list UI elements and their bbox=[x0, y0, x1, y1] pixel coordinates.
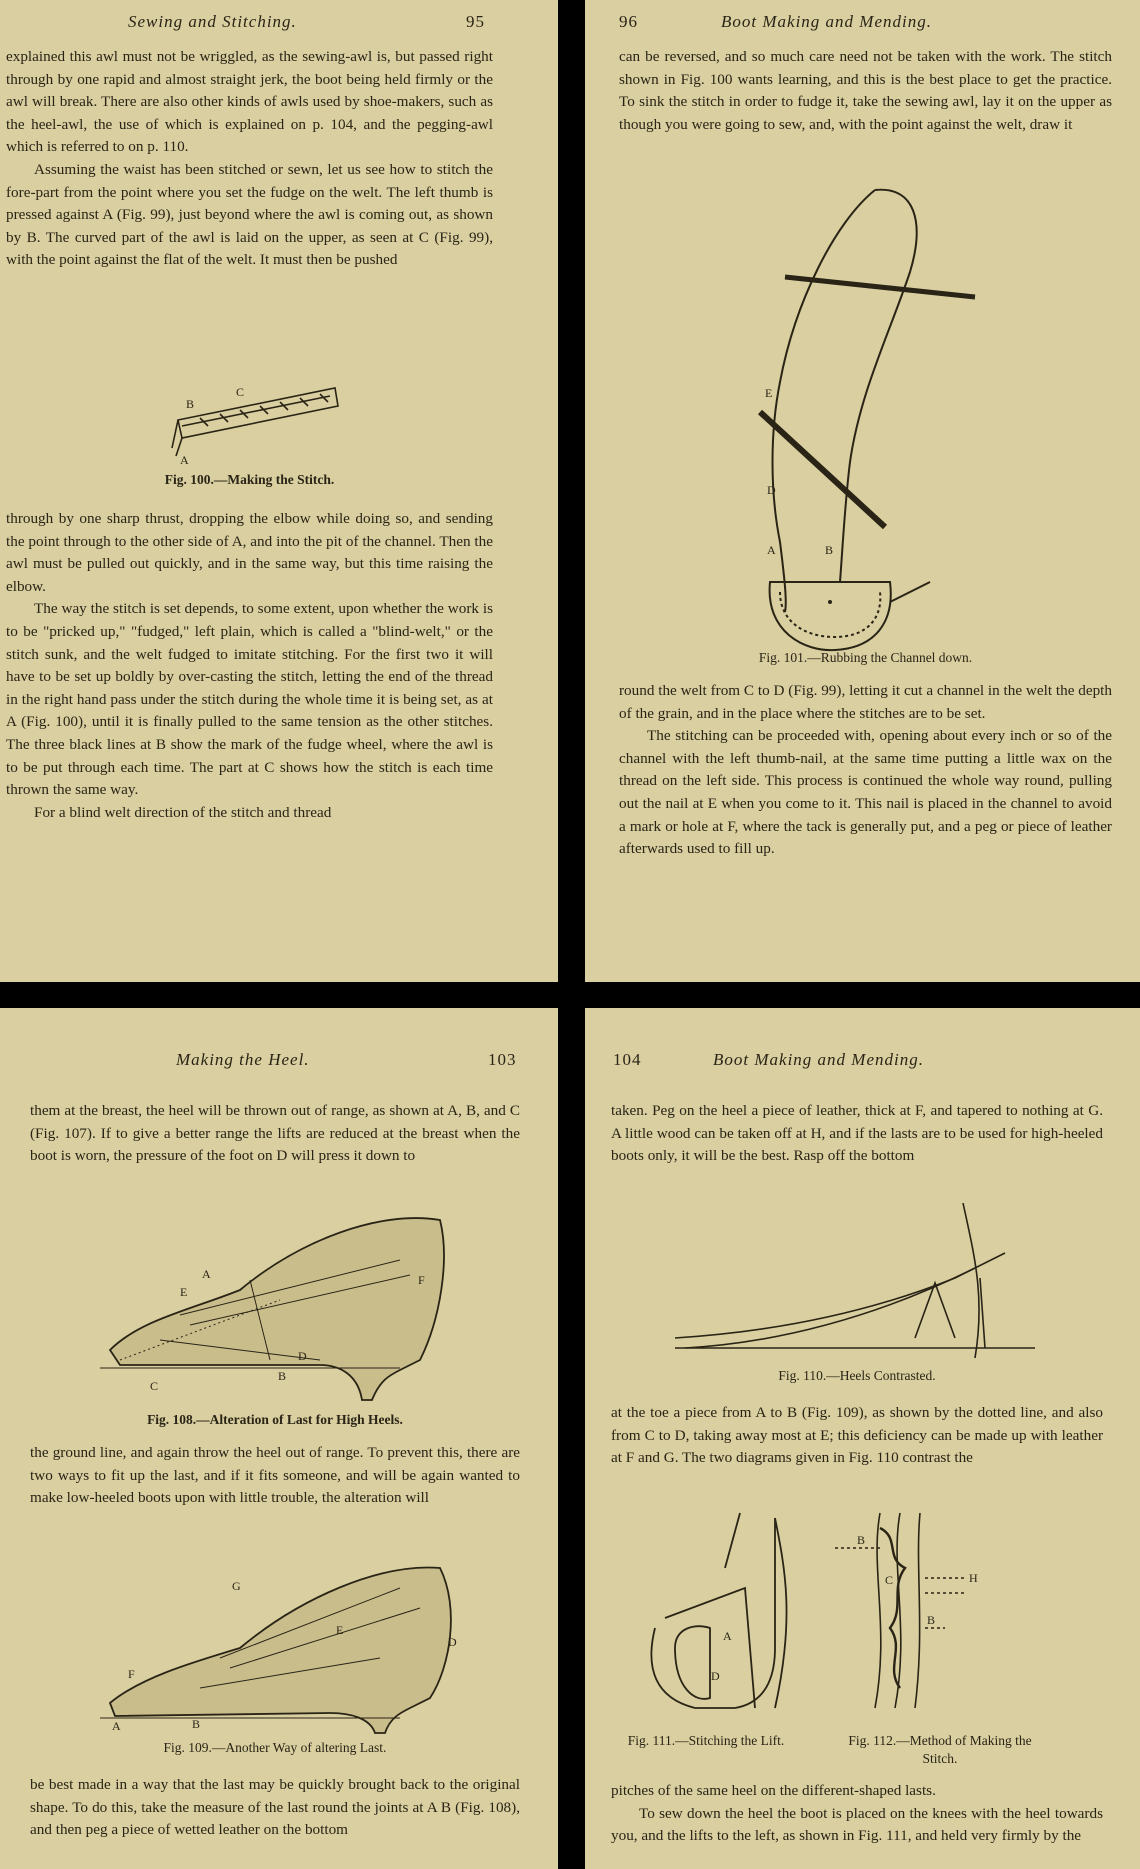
fig-label: G bbox=[232, 1579, 241, 1593]
figure-101-illustration bbox=[725, 182, 985, 652]
page-96 bbox=[585, 0, 1140, 982]
header-title: Sewing and Stitching. bbox=[128, 12, 297, 31]
text-block bbox=[6, 46, 493, 272]
paragraph: them at the breast, the heel will be thrown out of range, as shown at A, B, and C (Fig. 107). If to give a better range the lifts are reduced at the breast when the boot is worn, the pressure of the foot on D will press it down to bbox=[30, 1102, 520, 1165]
figure-112-illustration bbox=[825, 1508, 1005, 1738]
fig-label: C bbox=[150, 1379, 159, 1393]
fig-label: D bbox=[711, 1669, 720, 1683]
fig-label: B bbox=[186, 397, 195, 411]
fig-label: D bbox=[767, 483, 776, 497]
figure-100-illustration bbox=[160, 378, 350, 468]
paragraph: round the welt from C to D (Fig. 99), letting it cut a channel in the welt the depth of the grain, and in the place where the stitches are to be set. bbox=[619, 682, 1112, 722]
page-104 bbox=[585, 1008, 1140, 1869]
figure-110-illustration bbox=[675, 1198, 1055, 1368]
fig-label: A bbox=[180, 453, 189, 467]
fig-label: A bbox=[723, 1629, 732, 1643]
figure-caption: Fig. 108.—Alteration of Last for High Heels. bbox=[147, 1412, 403, 1427]
fig-label: D bbox=[448, 1635, 457, 1649]
fig-label: B bbox=[825, 543, 834, 557]
paragraph: For a blind welt direction of the stitch and thread bbox=[34, 803, 332, 821]
fig-label: B bbox=[192, 1717, 201, 1731]
header-title: Boot Making and Mending. bbox=[721, 12, 932, 31]
figure-caption: Fig. 100.—Making the Stitch. bbox=[164, 472, 335, 487]
paragraph: Assuming the waist has been stitched or sewn, let us see how to stitch the fore-part from the point where you set the fudge on the welt. The left thumb is pressed against A (Fig. 99), just beyond where the awl is coming out, as shown by B. The curved part of the awl is laid on the upper, as seen at C (Fig. 99), with the point against the flat of the welt. It must then be pushed bbox=[6, 160, 493, 269]
text-block bbox=[30, 1442, 520, 1510]
fig-label: C bbox=[885, 1573, 894, 1587]
text-block bbox=[619, 46, 1112, 136]
fig-label: B bbox=[857, 1533, 866, 1547]
fig-label: E bbox=[180, 1285, 188, 1299]
figure-111-illustration bbox=[625, 1508, 795, 1738]
paragraph: To sew down the heel the boot is placed on the knees with the heel towards you, and the lifts to the left, as shown in Fig. 111, and held very firmly by the bbox=[611, 1804, 1103, 1845]
text-block bbox=[30, 1100, 520, 1168]
fig-label: C bbox=[236, 385, 245, 399]
paragraph: pitches of the same heel on the different-shaped lasts. bbox=[611, 1782, 936, 1799]
fig-label: A bbox=[767, 543, 776, 557]
fig-label: A bbox=[112, 1719, 121, 1733]
text-block bbox=[6, 508, 493, 824]
paragraph: at the toe a piece from A to B (Fig. 109), as shown by the dotted line, and also from C to D, taking away most at E; this deficiency can be made up with leather at F and G. The two diagrams given in Fig. 110 contrast the bbox=[611, 1404, 1103, 1467]
fig-label: D bbox=[298, 1349, 307, 1363]
fig-label: B bbox=[278, 1369, 287, 1383]
fig-label: B bbox=[927, 1613, 936, 1627]
text-block bbox=[611, 1402, 1103, 1470]
paragraph: explained this awl must not be wriggled, as the sewing-awl is, but passed right through by one rapid and almost straight jerk, the boot being held firmly or the awl will break. There are also other kinds of awls used by shoe-makers, such as the heel-awl, the use of which is explained on p. 104, and the pegging-awl which is referred to on p. 110. bbox=[6, 48, 493, 156]
figure-caption: Fig. 111.—Stitching the Lift. bbox=[627, 1733, 785, 1748]
paragraph: The stitching can be proceeded with, opening about every inch or so of the channel with the left thumb-nail, at the same time putting a little wax on the thread on the left side. This process is continued the whole way round, pulling out the nail at E when you come to it. This nail is placed in the channel to avoid a mark or hole at F, where the tack is generally put, and a peg or piece of leather afterwards used to fill up. bbox=[619, 727, 1112, 858]
paragraph: through by one sharp thrust, dropping the elbow while doing so, and sending the point through to the other side of A, and into the pit of the channel. Then the awl must be pulled out quickly, and in the same way, but this time raising the elbow. bbox=[6, 510, 493, 595]
figure-108-illustration bbox=[100, 1200, 460, 1410]
figure-caption: Fig. 112.—Method of Making the Stitch. bbox=[848, 1733, 1032, 1766]
figure-caption: Fig. 110.—Heels Contrasted. bbox=[778, 1368, 936, 1383]
paragraph: can be reversed, and so much care need not be taken with the work. The stitch shown in Fig. 100 wants learning, and this is the best place to get the practice. To sink the stitch in order to fudge it, take the sewing awl, lay it on the upper as though you were going to sew, and, with the point against the welt, draw it bbox=[619, 48, 1112, 133]
fig-label: E bbox=[336, 1623, 344, 1637]
fig-label: F bbox=[418, 1273, 425, 1287]
text-block bbox=[619, 680, 1112, 861]
paragraph: The way the stitch is set depends, to some extent, upon whether the work is to be "pricked up," "fudged," left plain, which is called a "blind-welt," or the stitch sunk, and the welt fudged to imitate stitching. For the first two it will have to be set up boldly by over-casting the stitch, letting the end of the thread in the right hand pass under the stitch during the whole time it is being set, as at A (Fig. 100), until it is finally pulled to the same tension as the other stitches. The three black lines at B show the mark of the fudge wheel, where the awl is to be put through each time. The part at C shows how the stitch is each time thrown the same way. bbox=[6, 600, 493, 799]
page-95 bbox=[0, 0, 558, 982]
figure-109-illustration bbox=[100, 1548, 460, 1738]
running-header bbox=[585, 1050, 1140, 1072]
page-103 bbox=[0, 1008, 558, 1869]
figure-caption: Fig. 101.—Rubbing the Channel down. bbox=[758, 650, 973, 665]
header-title: Boot Making and Mending. bbox=[713, 1050, 924, 1069]
fig-label: H bbox=[969, 1571, 978, 1585]
paragraph: the ground line, and again throw the heel out of range. To prevent this, there are two ways to fit up the last, and if it fits someone, and will be again wanted to make low-heeled boots upon with little trouble, the alteration will bbox=[30, 1444, 520, 1507]
text-block bbox=[30, 1774, 520, 1842]
fig-label: E bbox=[765, 386, 773, 400]
running-header bbox=[0, 1050, 558, 1072]
running-header bbox=[0, 12, 558, 34]
page-number: 103 bbox=[488, 1050, 517, 1069]
fig-label: F bbox=[128, 1667, 135, 1681]
page-number: 96 bbox=[619, 12, 638, 31]
paragraph: taken. Peg on the heel a piece of leather, thick at F, and tapered to nothing at G. A little wood can be taken off at H, and if the lasts are to be used for high-heeled boots only, it will be the best. Rasp off the bottom bbox=[611, 1102, 1103, 1165]
header-title: Making the Heel. bbox=[176, 1050, 310, 1069]
fig-label: A bbox=[202, 1267, 211, 1281]
text-block bbox=[611, 1780, 1103, 1848]
running-header bbox=[585, 12, 1140, 34]
paragraph: be best made in a way that the last may be quickly brought back to the original shape. To do this, take the measure of the last round the joints at A B (Fig. 108), and then peg a piece of wetted leather on the bottom bbox=[30, 1776, 520, 1839]
text-block bbox=[611, 1100, 1103, 1168]
page-number: 95 bbox=[466, 12, 485, 31]
page-number: 104 bbox=[613, 1050, 642, 1069]
figure-caption: Fig. 109.—Another Way of altering Last. bbox=[163, 1740, 387, 1755]
